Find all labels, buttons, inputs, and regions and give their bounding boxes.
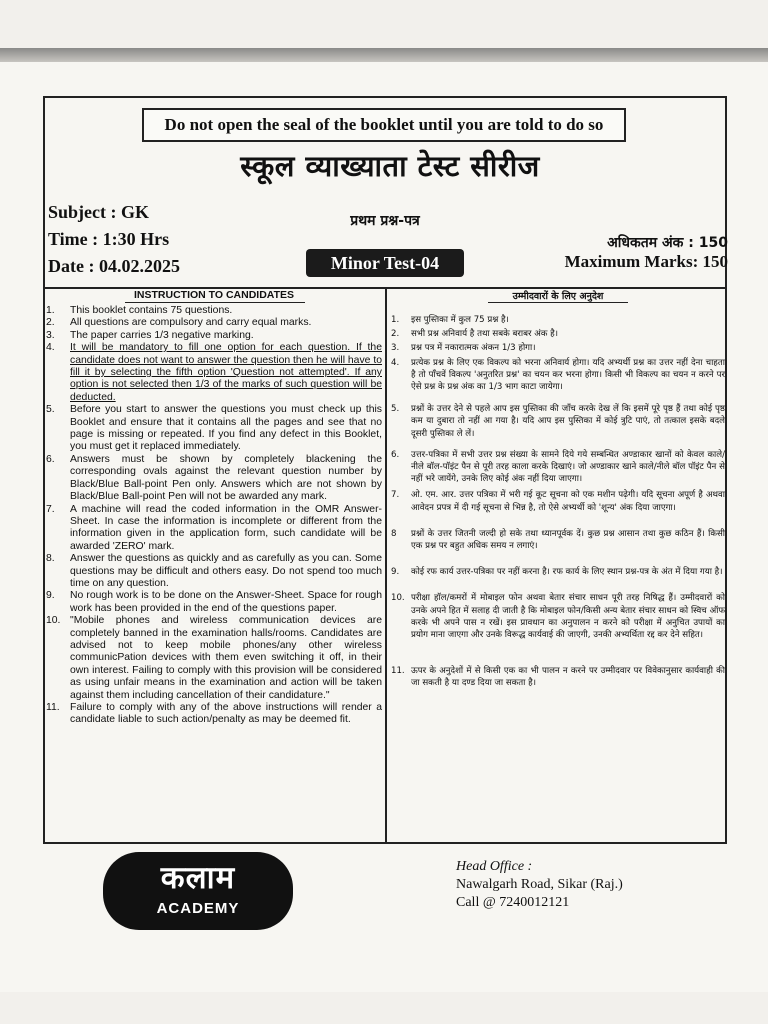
test-name-badge: Minor Test-04 — [306, 249, 464, 277]
list-item: 8 प्रश्नों के उत्तर जितनी जल्दी हो सके तथा ध्यानपूर्वक दें। कुछ प्रश्न आसान तथा कुछ कठिन हैं। किसी एक प्रश्न पर बहुत अधिक समय न लगाएं। — [391, 528, 725, 552]
list-item: 3. प्रश्न पत्र में नकारात्मक अंकन 1/3 होगा। — [391, 343, 536, 354]
heading-underline — [488, 302, 628, 303]
office-address: Nawalgarh Road, Sikar (Raj.) — [456, 877, 623, 892]
list-item: 4. प्रत्येक प्रश्न के लिए एक विकल्प को भरना अनिवार्य होगा। यदि अभ्यर्थी प्रश्न का उत्तर नहीं देना चाहता है तो पाँचवें विकल्प 'अनुतरित प्रश्न' का चयन कर भरना होगा। किसी भी विकल्प का चयन न करने पर ऐसे प्रश्न के प्रश्न अंक का 1/3 भाग काटा जायेगा। — [391, 357, 725, 393]
list-item: 11. ऊपर के अनुदेशों में से किसी एक का भी पालन न करने पर उम्मीदवार पर विवेकानुसार कार्यवाही की जा सकती है या दण्ड दिया जा सकता है। — [391, 666, 725, 689]
paper-label: प्रथम प्रश्न-पत्र — [350, 213, 420, 229]
list-item: 10. "Mobile phones and wireless communication devices are completely banned in the examination halls/rooms. Candidates are advised not to keep mobile phones/any other wireless communicPation devices with them even switching it off, in their own interest. Failing to comply with this provision will be considered as using unfair means in the examination and action will be taken against them including cancellation of their candidature." — [46, 615, 382, 701]
list-item: 1. This booklet contains 75 questions. — [46, 305, 233, 316]
list-item: 9. कोई रफ कार्य उत्तर-पत्रिका पर नहीं करना है। रफ कार्य के लिए स्थान प्रश्न-पत्र के अंत में दिया गया है। — [391, 567, 723, 578]
subject-label: Subject : GK — [48, 202, 149, 222]
list-item: 5. Before you start to answer the questions you must check up this Booklet and ensure that it contains all the pages and see that no page is missing or repeated. If you find any defect in this Booklet, you must get it replaced immediately. — [46, 404, 382, 453]
office-phone: Call @ 7240012121 — [456, 895, 570, 910]
list-item: 6. Answers must be shown by completely blackening the corresponding ovals against the relevant question number by Black/Blue Ball-point Pen only. Answers which are not shown by Black/Blue Ball-point Pen will not be awarded any mark. — [46, 453, 382, 503]
list-item: 4. It will be mandatory to fill one option for each question. If the candidate does not want to answer the question then he will have to fill it by selecting the fifth option 'Question not attempted'. If any option is not selected then 1/3 of the marks of such question will be deducted. — [46, 342, 382, 403]
list-item: 7. A machine will read the coded information in the OMR Answer-Sheet. In case the information is incomplete or different from the information given in the application form, such candidate will be awarded 'ZERO' mark. — [46, 503, 382, 552]
head-office-info — [456, 858, 623, 912]
list-item: 5. प्रश्नों के उत्तर देने से पहले आप इस पुस्तिका की जाँच करके देख लें कि इसमें पूरे पृष्ठ हैं तथा कोई पृष्ठ कम या दुबारा तो नहीं आ गया है। यदि आप इस पुस्तिका में कोई त्रुटि पाएं, तो तत्काल इसके बदले दूसरी पुस्तिका ले लें। — [391, 404, 725, 439]
list-item: 2. All questions are compulsory and carry equal marks. — [46, 317, 312, 329]
list-item: 3. The paper carries 1/3 negative marking. — [46, 329, 254, 341]
series-title: स्कूल व्याख्याता टेस्ट सीरीज — [240, 149, 540, 183]
seal-notice: Do not open the seal of the booklet until you are told to do so — [142, 108, 626, 142]
instructions-en-list — [46, 305, 382, 727]
instructions-hi-heading: उम्मीदवारों के लिए अनुदेश — [512, 291, 604, 302]
kalam-academy-logo: कलाम ACADEMY — [103, 852, 293, 930]
instructions-hi-list — [391, 305, 725, 690]
column-divider — [385, 287, 387, 844]
list-item: 6. उत्तर-पत्रिका में सभी उत्तर प्रश्न संख्या के सामने दिये गये सम्बन्धित अण्डाकार खानों को केवल काले/नीले बॉल-पॉइंट पैन से पूरी तरह काला करके दिखाएं। जो अण्डाकार खाने काले/नीले बॉल पॉइंट पैन से नहीं भरे जायेंगे, उनके लिए कोई अंक नहीं दिया जाएगा। — [391, 449, 725, 485]
max-marks-english: Maximum Marks: 150 — [564, 252, 728, 271]
list-item: 7. ओ. एम. आर. उत्तर पत्रिका में भरी गई कूट सूचना को एक मशीन पढ़ेगी। यदि सूचना अपूर्ण है अथवा आवेदन प्रपत्र में दी गई सूचना से भिन्न है, तो ऐसे अभ्यर्थी को 'शून्य' अंक दिया जाएगा। — [391, 490, 725, 513]
list-item: 9. No rough work is to be done on the Answer-Sheet. Space for rough work has been provided in the end of the questions paper. — [46, 590, 382, 614]
list-item: 11. Failure to comply with any of the above instructions will render a candidate liable to such action/penalty as may be deemed fit. — [46, 702, 382, 726]
list-item: 2. सभी प्रश्न अनिवार्य है तथा सबके बराबर अंक है। — [391, 329, 558, 340]
office-heading: Head Office : — [456, 859, 533, 874]
list-item: 8. Answer the questions as quickly and as carefully as you can. Some questions may be difficult and others easy. Do not spend too much time on any question. — [46, 553, 382, 589]
time-label: Time : 1:30 Hrs — [48, 229, 170, 249]
list-item: 10. परीक्षा हॉल/कमरों में मोबाइल फोन अथवा बेतार संचार साधन पूरी तरह निषिद्ध हैं। उम्मीदवारों को उनके अपने हित में सलाह दी जाती है कि मोबाइल फोन/किसी अन्य बेतार संचार साधन को स्विच ऑफ करके भी अपने पास न रखें। इस प्रावधान का अनुपालन न करने को परीक्षा में अनुचित उपायों का प्रयोग माना जाएगा और उनके विरूद्ध कार्यवाई की जाएगी, उनकी अभ्यर्थिता रद्द कर देने सहित। — [391, 593, 725, 641]
max-marks-hindi: अधिकतम अंक : 150 — [607, 235, 728, 251]
list-item: 1. इस पुस्तिका में कुल 75 प्रश्न है। — [391, 315, 509, 325]
instructions-en-heading: INSTRUCTION TO CANDIDATES — [133, 289, 295, 301]
heading-underline — [125, 302, 305, 303]
date-label: Date : 04.02.2025 — [48, 256, 180, 276]
